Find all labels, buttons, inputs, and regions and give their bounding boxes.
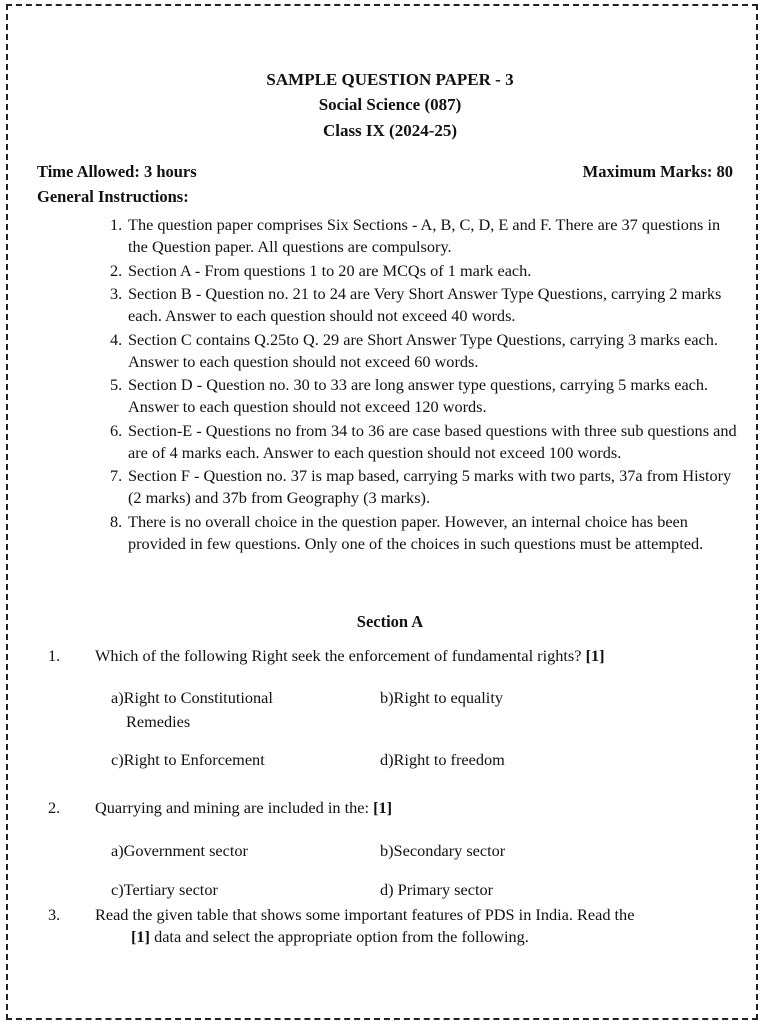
- question-number: 3.: [48, 905, 61, 924]
- instruction-text: There is no overall choice in the question paper. However, an internal choice has been provided in few questions. Only one of the choices in such questions must be attempted.: [128, 511, 704, 553]
- general-instructions-heading: General Instructions:: [37, 187, 189, 206]
- question-2-text: [95, 798, 392, 818]
- option-b: b)Secondary sector: [380, 841, 506, 860]
- option-c: c)Tertiary sector: [111, 880, 218, 899]
- instruction-number: 3.: [110, 284, 123, 303]
- instruction-item: [110, 260, 740, 282]
- question-text: data and select the appropriate option from the following.: [154, 927, 529, 946]
- instruction-number: 8.: [110, 511, 123, 531]
- instruction-number: 2.: [110, 260, 123, 280]
- question-marks: [1]: [131, 927, 150, 946]
- question-1-text: [95, 646, 605, 666]
- instruction-text: Section A - From questions 1 to 20 are MCQs of 1 mark each.: [128, 260, 532, 280]
- question-3-text-line2: [131, 927, 529, 947]
- instruction-text: Section C contains Q.25to Q. 29 are Short Answer Type Questions, carrying 3 marks each. Answer to each question should not exceed 60 words.: [128, 329, 718, 371]
- instruction-text: The question paper comprises Six Sections - A, B, C, D, E and F. There are 37 questions in the Question paper. All questions are compulsory.: [128, 215, 721, 256]
- instruction-number: 4.: [110, 329, 123, 349]
- section-a-heading: Section A: [356, 612, 424, 631]
- question-number: 1.: [48, 646, 61, 665]
- paper-class: Class IX (2024-25): [322, 121, 458, 140]
- option-a-continued: Remedies: [126, 712, 191, 731]
- instructions-list: [110, 214, 740, 556]
- paper-title: SAMPLE QUESTION PAPER - 3: [266, 70, 514, 89]
- instruction-item: [110, 283, 740, 327]
- question-marks: [1]: [585, 646, 605, 665]
- instruction-item: [110, 329, 740, 373]
- option-a: a)Government sector: [111, 841, 248, 860]
- instruction-item: [110, 374, 740, 418]
- question-marks: [1]: [373, 798, 393, 817]
- instruction-item: [110, 420, 740, 464]
- instruction-number: 1.: [110, 215, 123, 234]
- instruction-text: Section F - Question no. 37 is map based, carrying 5 marks with two parts, 37a from History (2 marks) and 37b from Geography (3 marks).: [128, 466, 732, 507]
- instruction-item: [110, 214, 740, 258]
- question-text: Quarrying and mining are included in the:: [95, 798, 369, 817]
- question-text: Which of the following Right seek the enforcement of fundamental rights?: [95, 646, 582, 665]
- instruction-number: 5.: [110, 375, 123, 394]
- instruction-number: 7.: [110, 466, 123, 485]
- question-3-text-line1: Read the given table that shows some important features of PDS in India. Read the: [95, 905, 635, 924]
- option-c: c)Right to Enforcement: [111, 750, 265, 769]
- option-b: b)Right to equality: [380, 688, 503, 707]
- time-allowed: Time Allowed: 3 hours: [37, 162, 197, 181]
- maximum-marks: Maximum Marks: 80: [582, 162, 733, 181]
- instruction-text: Section B - Question no. 21 to 24 are Very Short Answer Type Questions, carrying 2 marks each. Answer to each question should not exceed 40 words.: [128, 284, 722, 325]
- instruction-item: [110, 511, 740, 555]
- option-d: d) Primary sector: [380, 880, 494, 899]
- option-a: a)Right to Constitutional: [111, 688, 273, 707]
- instruction-number: 6.: [110, 420, 123, 440]
- paper-subject: Social Science (087): [318, 95, 462, 114]
- question-number: 2.: [48, 798, 61, 817]
- instruction-text: Section-E - Questions no from 34 to 36 are case based questions with three sub questions and are of 4 marks each. Answer to each question should not exceed 100 words.: [128, 420, 737, 462]
- option-d: d)Right to freedom: [380, 750, 505, 769]
- instruction-item: [110, 465, 740, 509]
- instruction-text: Section D - Question no. 30 to 33 are long answer type questions, carrying 5 marks each. Answer to each question should not exceed 120 words.: [128, 375, 709, 416]
